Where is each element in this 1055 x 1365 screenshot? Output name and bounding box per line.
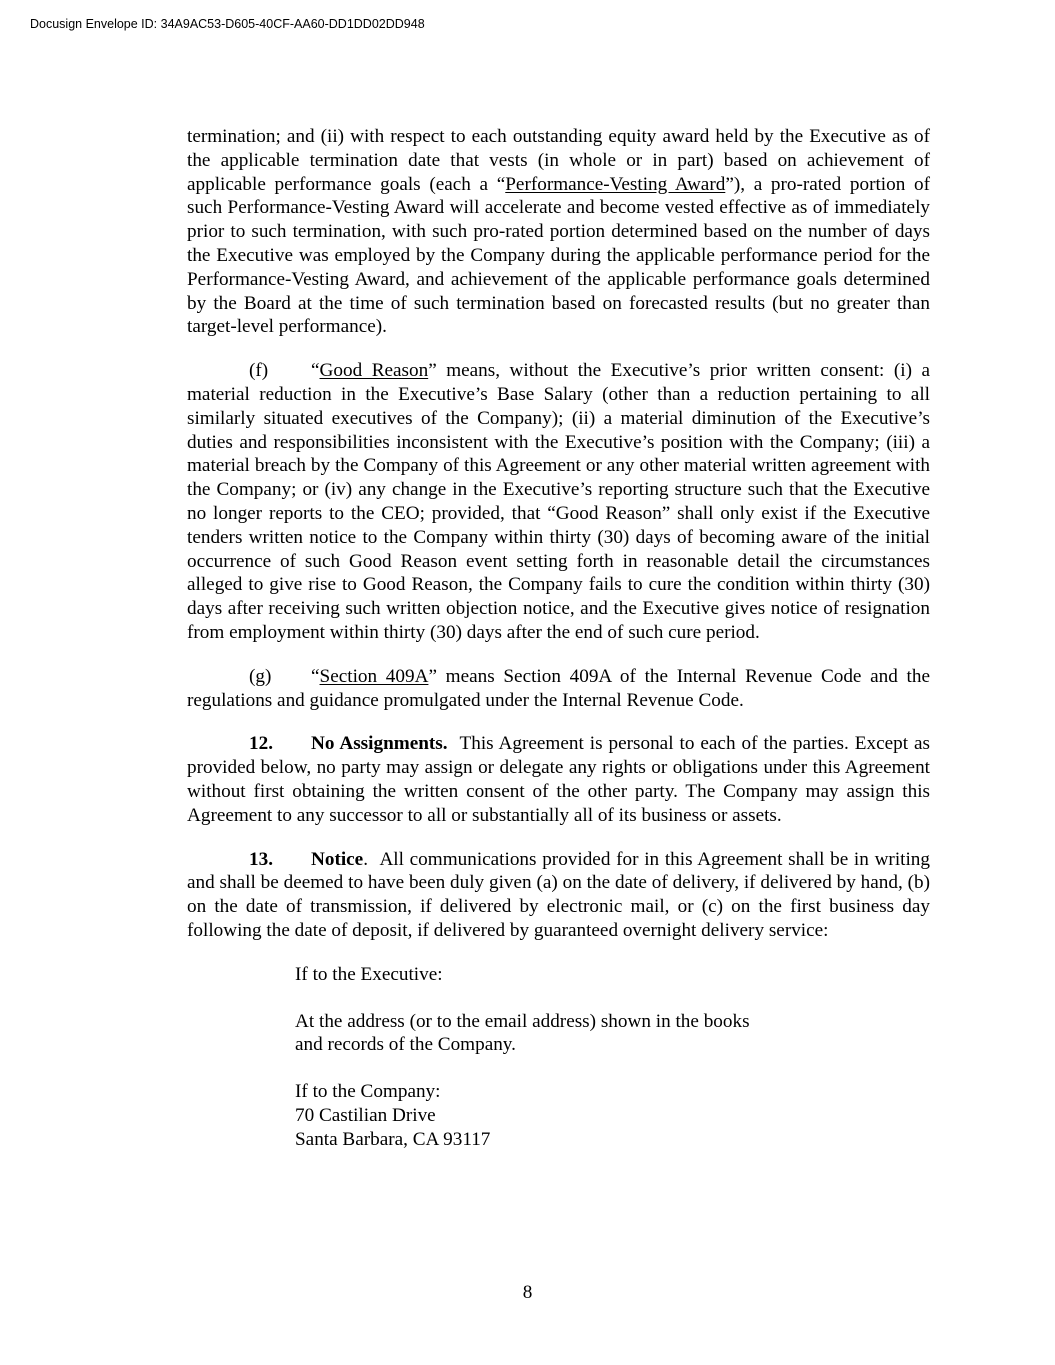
subsection-label-f: (f) <box>249 360 269 382</box>
section-13-notice <box>187 848 930 943</box>
defined-term-performance-vesting-award: Performance-Vesting Award <box>505 173 726 195</box>
section-12-no-assignments <box>187 732 930 827</box>
company-address-city: Santa Barbara, CA 93117 <box>295 1128 491 1150</box>
notice-addresses <box>295 963 930 1152</box>
defined-term-section-409a: Section 409A <box>319 665 429 687</box>
paragraph-termination-continued <box>187 125 930 339</box>
definition-text: ” means, without the Executive’s prior written consent: (i) a material reduction in the Executive’s Base Salary (other than a reduction pertaining to all similarly situated executives of the Company); (ii) a material diminution of the Executive’s duties and responsibilities inconsistent with the Executive’s position with the Company; (iii) a material breach by the Company of this Agreement or any other material written agreement with the Company; or (iv) any change in the Executive’s reporting structure such that the Executive no longer reports to the CEO; provided, that “Good Reason” shall only exist if the Executive tenders written notice to the Company within thirty (30) days of becoming aware of the initial occurrence of such Good Reason event setting forth in reasonable detail the circumstances alleged to give rise to Good Reason, the Company fails to cure the condition within thirty (30) days after receiving such written objection notice, and the Executive gives notice of resignation from employment within thirty (30) days after the end of such cure period. <box>187 360 930 643</box>
definition-good-reason <box>187 359 930 645</box>
subsection-label-g: (g) <box>249 665 272 687</box>
paragraph-text-pre: termination; and (ii) with respect to each outstanding equity award held by the Executive as of the applicable termination date that vests (in whole or in part) based on achievement of applicable performance goals (each a “ <box>187 126 930 195</box>
section-body: All communications provided for in this Agreement shall be in writing and shall be deemed to have been duly given (a) on the date of delivery, if delivered by hand, (b) on the date of transmission, if delivered by electronic mail, or (c) on the first business day following the date of deposit, if delivered by guaranteed overnight delivery service: <box>187 848 930 941</box>
open-quote: “ <box>311 665 320 687</box>
definition-text: ” means Section 409A of the Internal Revenue Code and the regulations and guidance promulgated under the Internal Revenue Code. <box>187 665 930 711</box>
paragraph-text-post: ”), a pro-rated portion of such Performance-Vesting Award will accelerate and become vested effective as of immediately prior to such termination, with such pro-rated portion determined based on the number of days the Executive was employed by the Company during the applicable performance period for the Performance-Vesting Award, and achievement of the applicable performance goals determined by the Board at the time of such termination based on forecasted results (but no greater than target-level performance). <box>187 173 930 338</box>
executive-address-line-1: At the address (or to the email address) shown in the books <box>295 1010 750 1032</box>
executive-address-heading: If to the Executive: <box>295 963 443 985</box>
company-address-street: 70 Castilian Drive <box>295 1104 436 1126</box>
document-body <box>187 125 930 1151</box>
defined-term-good-reason: Good Reason <box>319 360 429 382</box>
executive-address-line-2: and records of the Company. <box>295 1034 516 1056</box>
page-number: 8 <box>522 1282 533 1303</box>
definition-section-409a <box>187 665 930 713</box>
section-heading-notice: Notice <box>311 848 364 870</box>
section-number-13: 13. <box>249 848 273 870</box>
section-number-12: 12. <box>249 733 273 755</box>
docusign-envelope-id: Docusign Envelope ID: 34A9AC53-D605-40CF-AA60-DD1DD02DD948 <box>30 17 425 31</box>
company-address-heading: If to the Company: <box>295 1081 441 1103</box>
section-heading-no-assignments: No Assignments. <box>311 733 448 755</box>
open-quote: “ <box>311 360 320 382</box>
heading-period: . <box>363 848 369 870</box>
section-body: This Agreement is personal to each of the parties. Except as provided below, no party may assign or delegate any rights or obligations under this Agreement without first obtaining the written consent of the other party. The Company may assign this Agreement to any successor to all or substantially all of its business or assets. <box>187 733 931 826</box>
